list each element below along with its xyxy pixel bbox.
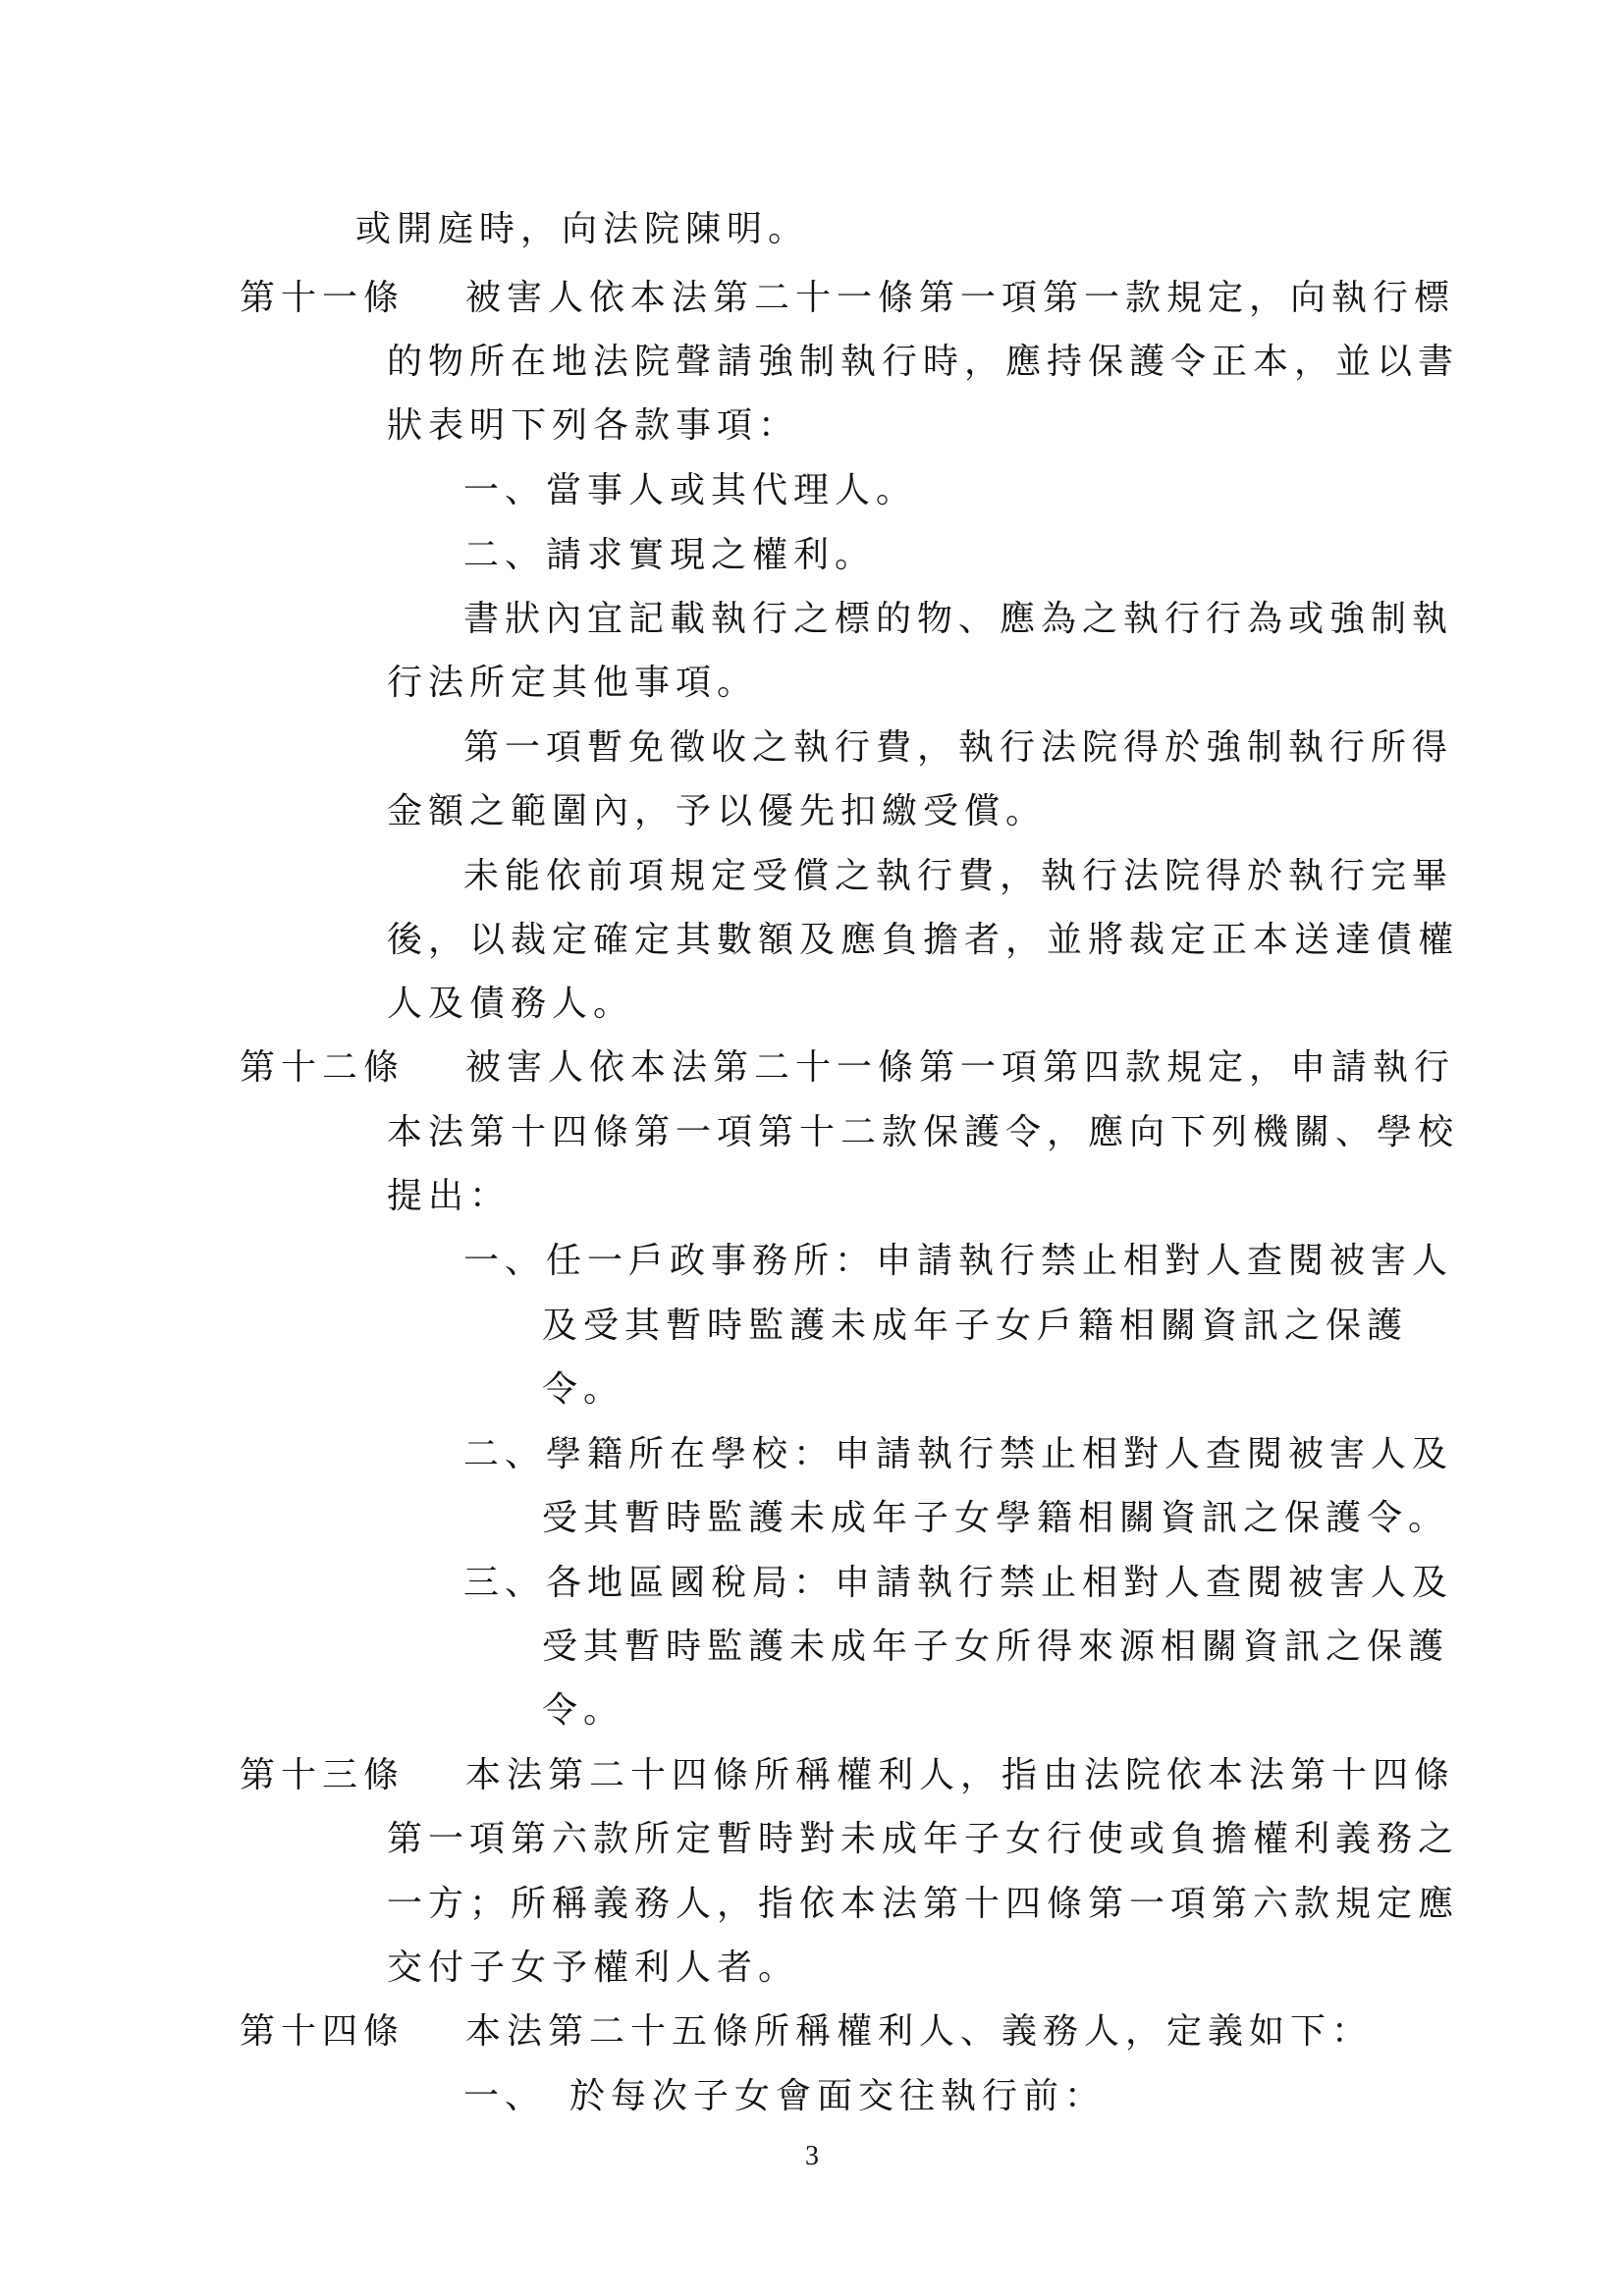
article-12-item-2-line-1: 二、學籍所在學校：申請執行禁止相對人查閱被害人及 bbox=[463, 1434, 1454, 1474]
article-13-line-1: 本法第二十四條所稱權利人，指由法院依本法第十四條 bbox=[465, 1755, 1456, 1795]
page-number: 3 bbox=[805, 2141, 819, 2171]
text-line-continuation: 或開庭時，向法院陳明。 bbox=[355, 209, 810, 249]
article-12-line-2: 本法第十四條第一項第十二款保護令，應向下列機關、學校 bbox=[387, 1112, 1460, 1152]
article-11-para-3-line-2: 金額之範圍內，予以優先扣繳受償。 bbox=[387, 791, 1048, 831]
article-11-para-3-line-1: 第一項暫免徵收之執行費，執行法院得於強制執行所得 bbox=[463, 727, 1454, 768]
article-12-item-1-line-3: 令。 bbox=[542, 1369, 625, 1410]
article-13-line-4: 交付子女予權利人者。 bbox=[387, 1948, 800, 1988]
article-12-line-1: 被害人依本法第二十一條第一項第四款規定，申請執行 bbox=[465, 1047, 1456, 1088]
article-11-line-2: 的物所在地法院聲請強制執行時，應持保護令正本，並以書 bbox=[387, 342, 1460, 382]
article-14-item-1: 一、 於每次子女會面交往執行前： bbox=[463, 2076, 1107, 2116]
article-11-para-4-line-2: 後，以裁定確定其數額及應負擔者，並將裁定正本送達債權 bbox=[387, 920, 1460, 960]
article-11-line-3: 狀表明下列各款事項： bbox=[387, 405, 800, 446]
article-12-item-1-line-1: 一、任一戶政事務所：申請執行禁止相對人查閱被害人 bbox=[463, 1241, 1454, 1281]
article-12-item-2-line-2: 受其暫時監護未成年子女學籍相關資訊之保護令。 bbox=[542, 1498, 1450, 1538]
article-12-item-3-line-3: 令。 bbox=[542, 1690, 625, 1731]
article-11-para-4-line-3: 人及債務人。 bbox=[387, 984, 635, 1024]
article-label-12: 第十二條 bbox=[240, 1047, 406, 1088]
article-12-item-1-line-2: 及受其暫時監護未成年子女戶籍相關資訊之保護 bbox=[542, 1306, 1409, 1346]
article-label-14: 第十四條 bbox=[240, 2011, 406, 2052]
article-12-item-3-line-2: 受其暫時監護未成年子女所得來源相關資訊之保護 bbox=[542, 1627, 1450, 1667]
article-label-11: 第十一條 bbox=[240, 278, 406, 318]
article-14-line-1: 本法第二十五條所稱權利人、義務人，定義如下： bbox=[465, 2011, 1374, 2052]
article-11-item-1: 一、當事人或其代理人。 bbox=[463, 470, 918, 510]
article-11-line-1: 被害人依本法第二十一條第一項第一款規定，向執行標 bbox=[465, 278, 1456, 318]
article-11-item-2: 二、請求實現之權利。 bbox=[463, 535, 877, 575]
article-13-line-3: 一方；所稱義務人，指依本法第十四條第一項第六款規定應 bbox=[387, 1884, 1460, 1924]
article-12-line-3: 提出： bbox=[387, 1176, 512, 1216]
article-label-13: 第十三條 bbox=[240, 1755, 406, 1795]
article-11-para-4-line-1: 未能依前項規定受償之執行費，執行法院得於執行完畢 bbox=[463, 856, 1454, 896]
article-11-para-2-line-2: 行法所定其他事項。 bbox=[387, 663, 759, 703]
article-11-para-2-line-1: 書狀內宜記載執行之標的物、應為之執行行為或強制執 bbox=[463, 599, 1454, 639]
article-13-line-2: 第一項第六款所定暫時對未成年子女行使或負擔權利義務之 bbox=[387, 1819, 1460, 1859]
article-12-item-3-line-1: 三、各地區國稅局：申請執行禁止相對人查閱被害人及 bbox=[463, 1563, 1454, 1603]
